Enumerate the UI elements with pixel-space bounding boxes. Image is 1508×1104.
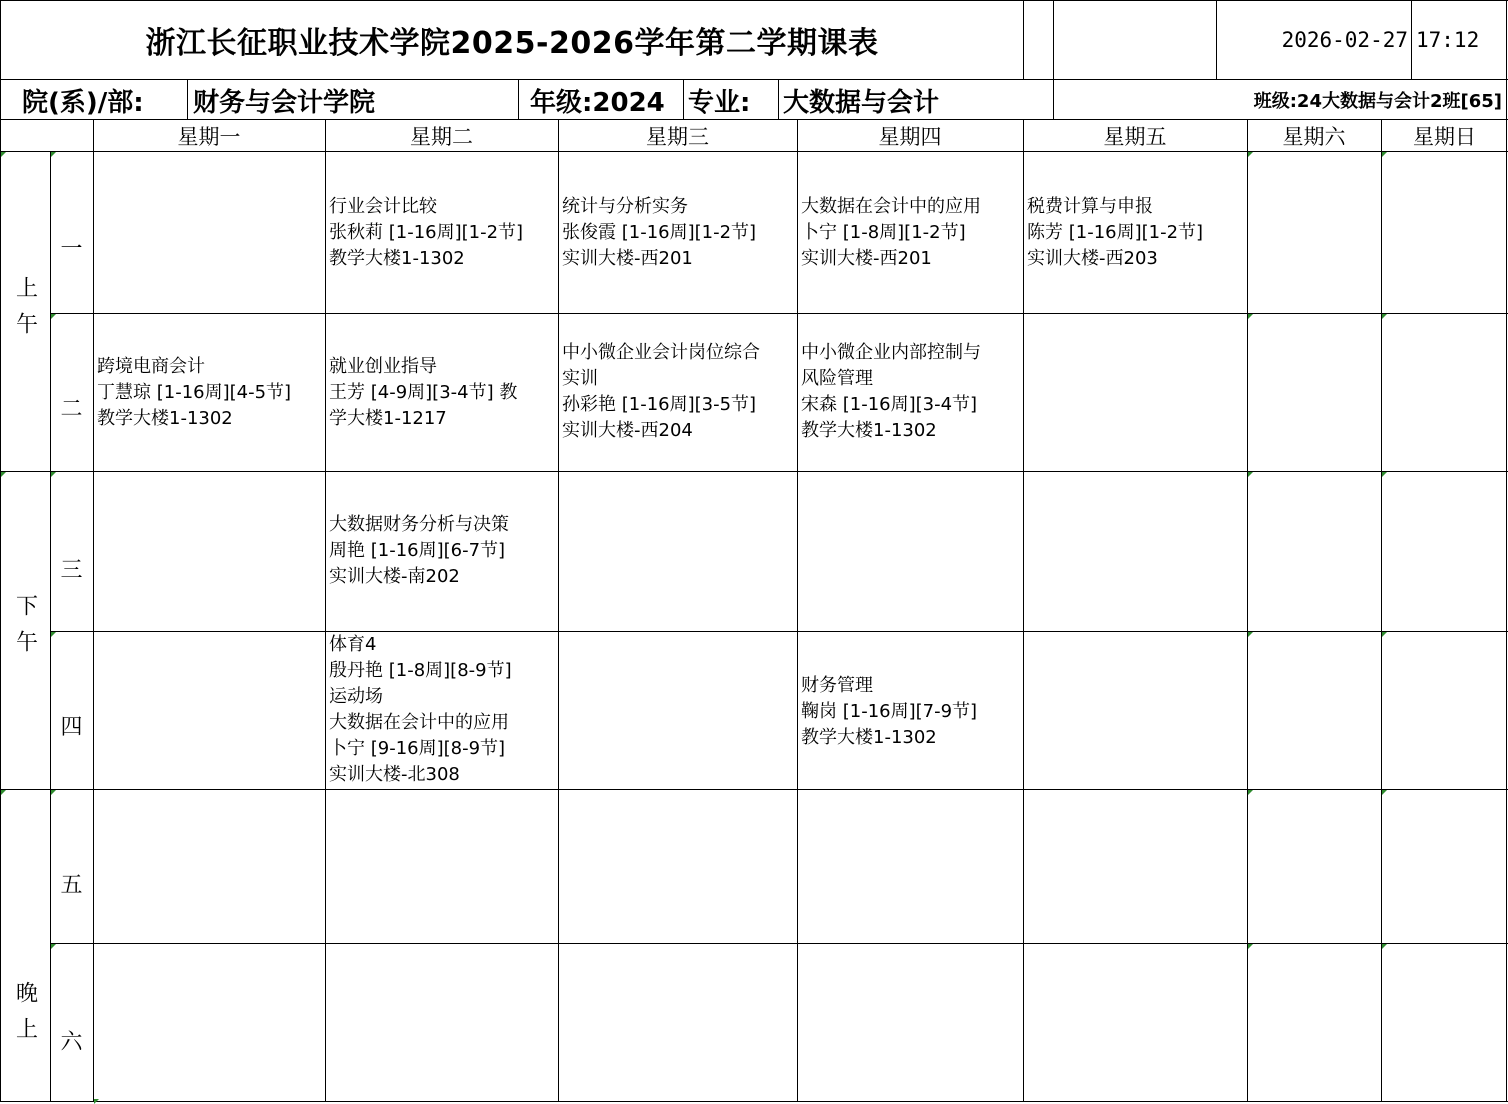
cell-marker bbox=[1, 152, 6, 157]
cell-marker bbox=[51, 632, 56, 637]
cell-marker bbox=[1248, 632, 1253, 637]
grid-line bbox=[50, 313, 1508, 314]
cell-marker bbox=[1382, 314, 1387, 319]
course-p2-mon: 跨境电商会计 丁慧琼 [1-16周][4-5节] 教学大楼1-1302 bbox=[97, 356, 292, 429]
course-p2-tue: 就业创业指导 王芳 [4-9周][3-4节] 教 学大楼1-1217 bbox=[329, 356, 518, 429]
course-p1-thu: 大数据在会计中的应用 卜宁 [1-8周][1-2节] 实训大楼-西201 bbox=[801, 195, 981, 269]
cell-marker bbox=[1382, 152, 1387, 157]
grid-line bbox=[558, 120, 559, 1102]
cell-marker bbox=[51, 314, 56, 319]
day-header-sun: 星期日 bbox=[1413, 125, 1476, 149]
grid-line bbox=[50, 152, 51, 1102]
cell-marker bbox=[51, 152, 56, 157]
grid-line bbox=[1023, 120, 1024, 1102]
day-header-mon: 星期一 bbox=[177, 125, 241, 149]
day-header-tue: 星期二 bbox=[410, 125, 473, 149]
session-morning: 上午 bbox=[12, 275, 38, 348]
cell-marker bbox=[51, 790, 56, 795]
grid-line bbox=[1053, 0, 1054, 120]
day-header-wed: 星期三 bbox=[646, 125, 709, 149]
course-p2-thu: 中小微企业内部控制与 风险管理 宋森 [1-16周][3-4节] 教学大楼1-1302 bbox=[801, 342, 981, 441]
course-p4-thu: 财务管理 鞠岗 [1-16周][7-9节] 教学大楼1-1302 bbox=[801, 675, 978, 748]
grid-line bbox=[518, 80, 519, 120]
grade-label: 年级:2024 bbox=[530, 87, 665, 118]
grid-line bbox=[325, 120, 326, 1102]
dept-value: 财务与会计学院 bbox=[193, 87, 376, 118]
grid-line bbox=[0, 471, 1508, 472]
class-label: 班级:24大数据与会计2班[65] bbox=[1253, 91, 1502, 112]
cell-marker bbox=[1248, 944, 1253, 949]
grid-line bbox=[93, 120, 94, 1102]
grid-line bbox=[1506, 0, 1507, 1102]
day-header-fri: 星期五 bbox=[1103, 125, 1167, 149]
period-5: 五 bbox=[60, 872, 83, 898]
print-time: 17:12 bbox=[1416, 28, 1480, 52]
grid-line bbox=[1216, 0, 1217, 80]
grid-line bbox=[187, 80, 188, 120]
page-title: 浙江长征职业技术学院2025-2026学年第二学期课表 bbox=[145, 26, 879, 61]
cell-marker bbox=[94, 1099, 99, 1104]
grid-line bbox=[1381, 120, 1382, 1102]
grid-line bbox=[778, 80, 779, 120]
grid-line bbox=[797, 120, 798, 1102]
course-p1-tue: 行业会计比较 张秋莉 [1-16周][1-2节] 教学大楼1-1302 bbox=[329, 195, 524, 269]
cell-marker bbox=[1, 472, 6, 477]
print-date: 2026-02-27 bbox=[1281, 28, 1408, 52]
course-p3-tue: 大数据财务分析与决策 周艳 [1-16周][6-7节] 实训大楼-南202 bbox=[329, 514, 509, 587]
grid-line bbox=[0, 0, 1508, 1]
grid-line bbox=[1247, 120, 1248, 1102]
cell-marker bbox=[51, 472, 56, 477]
grid-line bbox=[50, 943, 1508, 944]
period-1: 一 bbox=[60, 237, 83, 262]
cell-marker bbox=[1248, 790, 1253, 795]
course-p1-fri: 税费计算与申报 陈芳 [1-16周][1-2节] 实训大楼-西203 bbox=[1027, 195, 1204, 269]
course-p2-wed: 中小微企业会计岗位综合 实训 孙彩艳 [1-16周][3-5节] 实训大楼-西204 bbox=[562, 342, 760, 441]
grid-line bbox=[0, 151, 1508, 152]
grid-line bbox=[0, 119, 1508, 120]
session-evening: 晚上 bbox=[12, 980, 38, 1053]
day-header-thu: 星期四 bbox=[878, 125, 942, 149]
period-2: 二 bbox=[60, 396, 83, 422]
cell-marker bbox=[1382, 472, 1387, 477]
major-value: 大数据与会计 bbox=[783, 87, 940, 118]
grid-line bbox=[0, 789, 1508, 790]
cell-marker bbox=[1248, 472, 1253, 477]
cell-marker bbox=[1382, 790, 1387, 795]
grid-line bbox=[1411, 0, 1412, 80]
cell-marker bbox=[1382, 632, 1387, 637]
course-p4-tue: 体育4 殷丹艳 [1-8周][8-9节] 运动场 大数据在会计中的应用 卜宁 [9-16周][8-9节] 实训大楼-北308 bbox=[329, 634, 512, 785]
grid-line bbox=[0, 0, 1, 1102]
grid-line bbox=[1023, 0, 1024, 80]
cell-marker bbox=[1, 790, 6, 795]
grid-line bbox=[0, 1101, 1508, 1102]
cell-marker bbox=[1382, 944, 1387, 949]
day-header-sat: 星期六 bbox=[1282, 125, 1346, 149]
grid-line bbox=[0, 79, 1508, 80]
cell-marker bbox=[51, 944, 56, 949]
dept-label: 院(系)/部: bbox=[22, 87, 144, 118]
grid-line bbox=[683, 80, 684, 120]
cell-marker bbox=[1248, 314, 1253, 319]
course-p1-wed: 统计与分析实务 张俊霞 [1-16周][1-2节] 实训大楼-西201 bbox=[562, 195, 757, 269]
grid-line bbox=[50, 631, 1508, 632]
period-6: 六 bbox=[60, 1030, 83, 1055]
cell-marker bbox=[1248, 152, 1253, 157]
major-label: 专业: bbox=[688, 87, 751, 118]
period-3: 三 bbox=[60, 557, 83, 583]
period-4: 四 bbox=[60, 714, 83, 740]
session-afternoon: 下午 bbox=[12, 594, 38, 666]
